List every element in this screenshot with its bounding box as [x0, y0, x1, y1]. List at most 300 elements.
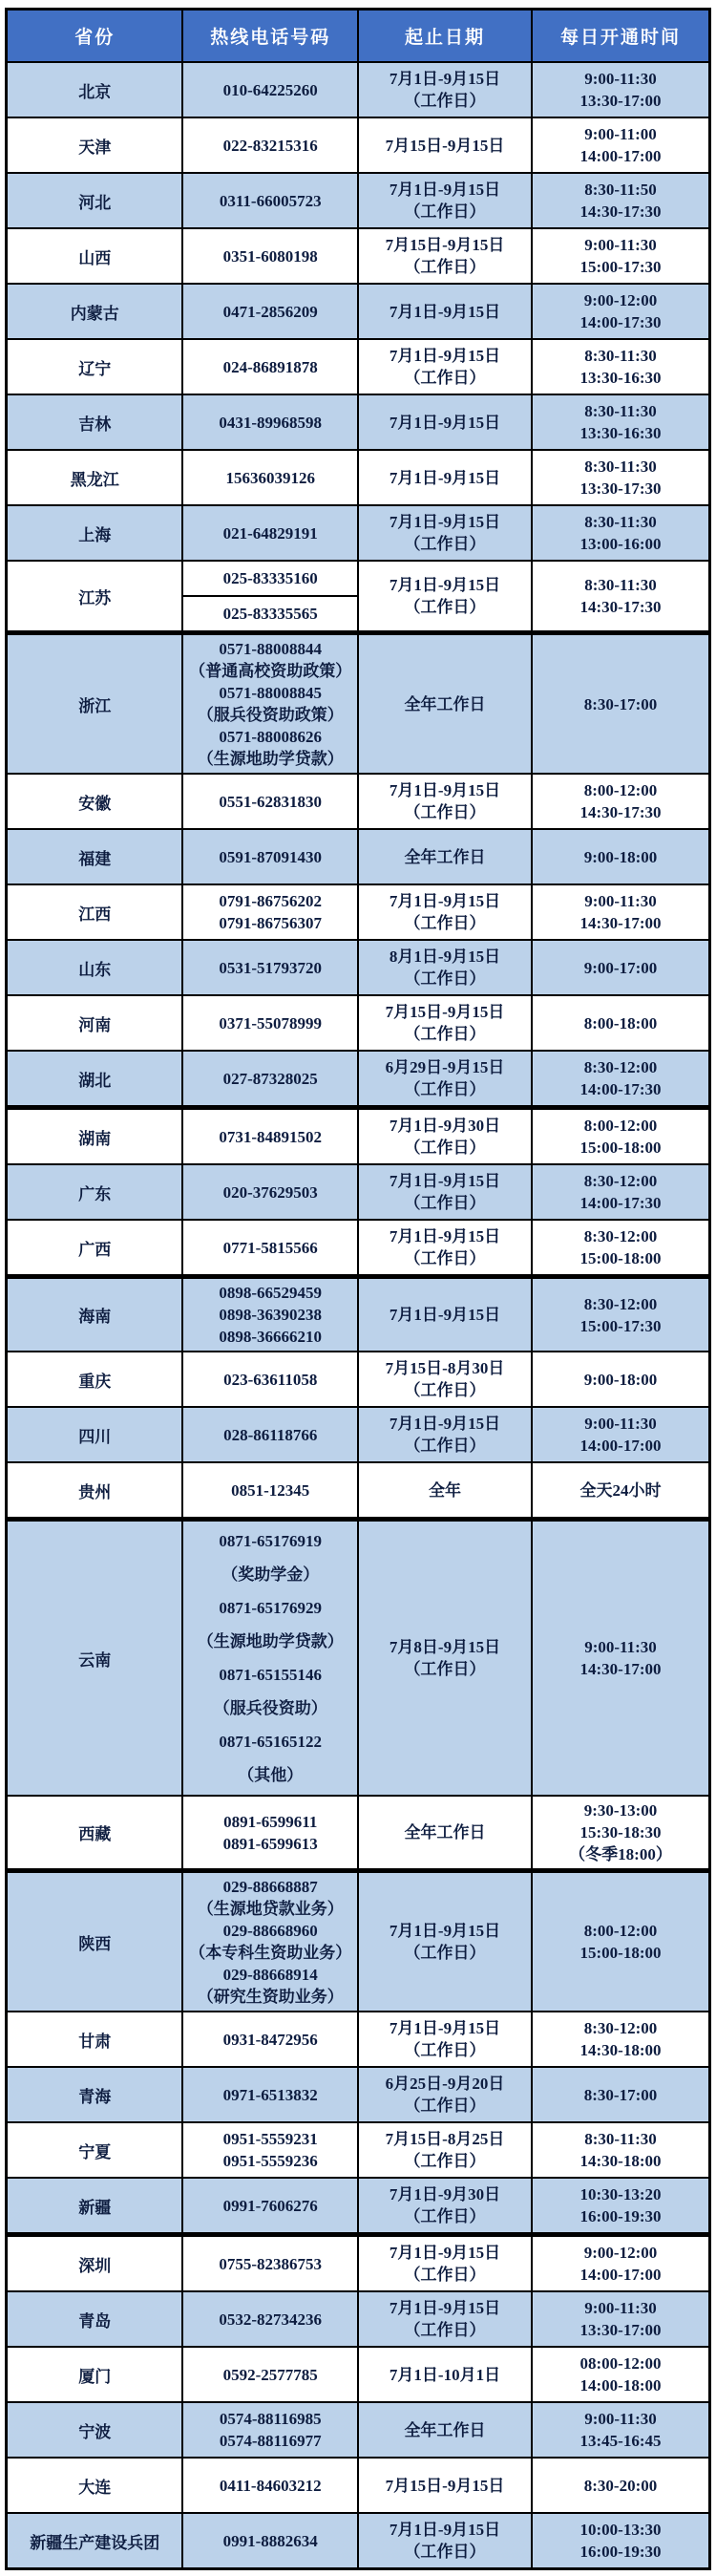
time-line: 14:00-18:00 — [579, 2376, 662, 2395]
table-row — [7, 1871, 710, 2012]
province-cell: 上海 — [7, 505, 183, 561]
time-line: 9:00-11:00 — [584, 125, 657, 143]
time-line: 8:30-12:00 — [583, 1227, 658, 1245]
time-line: 9:00-18:00 — [583, 1370, 658, 1389]
open-time-cell — [532, 450, 709, 505]
table-row — [7, 1352, 710, 1407]
province-cell: 宁夏 — [7, 2122, 183, 2178]
phone-number: 0898-36390238 — [219, 1306, 323, 1324]
province-cell: 广西 — [7, 1220, 183, 1277]
date-range-cell — [358, 884, 532, 940]
date-range-cell — [358, 995, 532, 1051]
date-range-cell — [358, 505, 532, 561]
date-line: 7月1日-9月15日 — [389, 1922, 501, 1940]
time-line: 14:30-18:00 — [579, 2041, 662, 2059]
phone-cell — [182, 940, 358, 995]
date-line: 7月1日-9月15日 — [389, 1306, 501, 1324]
date-line: 7月1日-10月1日 — [389, 2365, 501, 2384]
open-time-cell — [532, 2291, 709, 2347]
province-cell: 河南 — [7, 995, 183, 1051]
phone-cell — [182, 394, 358, 450]
time-line: 8:00-18:00 — [583, 1013, 658, 1033]
phone-cell — [182, 561, 358, 633]
date-line: 6月25日-9月20日 — [385, 2075, 505, 2093]
phone-cell — [182, 228, 358, 284]
phone-note: （研究生资助业务） — [197, 1988, 344, 2006]
phone-number: 028-86118766 — [223, 1425, 318, 1444]
phone-cell — [182, 505, 358, 561]
date-line: 7月15日-9月15日 — [385, 2476, 505, 2495]
table-row — [7, 1462, 710, 1520]
time-line: 15:00-18:00 — [579, 1944, 662, 1962]
date-line: 全年工作日 — [404, 694, 486, 713]
open-time-cell — [532, 2122, 709, 2178]
phone-note: （生源地贷款业务） — [197, 1900, 344, 1918]
open-time-cell — [532, 1352, 709, 1407]
time-line: 8:30-17:00 — [583, 2085, 658, 2104]
date-range-cell — [358, 2178, 532, 2235]
date-range-cell — [358, 62, 532, 117]
time-line: 9:00-12:00 — [583, 291, 658, 309]
date-range-cell — [358, 2012, 532, 2067]
date-line: （工作日） — [404, 2207, 486, 2225]
time-line: 16:00-19:30 — [579, 2207, 662, 2225]
table-row — [7, 884, 710, 940]
date-line: 6月29日-9月15日 — [385, 1058, 505, 1076]
phone-number: 022-83215316 — [222, 136, 318, 155]
phone-number: 0531-51793720 — [219, 958, 323, 977]
date-line: 7月1日-9月15日 — [389, 576, 501, 594]
open-time-cell — [532, 2458, 709, 2513]
date-range-cell — [358, 2122, 532, 2178]
time-line: 8:30-11:30 — [584, 402, 657, 420]
time-line: 9:00-11:30 — [584, 2299, 657, 2317]
date-line: 7月15日-8月30日 — [385, 1359, 505, 1377]
table-row — [7, 995, 710, 1051]
time-line: 14:00-17:00 — [579, 2266, 662, 2284]
hotline-table — [5, 8, 711, 2570]
province-cell: 内蒙古 — [7, 284, 183, 339]
phone-number: 0471-2856209 — [222, 302, 318, 321]
phone-cell — [182, 774, 358, 829]
province-cell: 重庆 — [7, 1352, 183, 1407]
phone-number: 0731-84891502 — [219, 1127, 323, 1146]
phone-note: （本专科生资助业务） — [189, 1944, 352, 1962]
open-time-cell — [532, 829, 709, 884]
table-row — [7, 2012, 710, 2067]
province-cell: 江苏 — [7, 561, 183, 633]
open-time-cell — [532, 1796, 709, 1871]
open-time-cell — [532, 1520, 709, 1797]
date-line: 7月15日-9月15日 — [385, 1003, 505, 1021]
date-range-cell — [358, 2067, 532, 2122]
phone-note: （生源地助学贷款） — [197, 1632, 344, 1650]
open-time-cell — [532, 633, 709, 775]
date-line: 7月15日-8月25日 — [385, 2130, 505, 2148]
phone-number: 0411-84603212 — [219, 2476, 322, 2495]
phone-number: 0532-82734236 — [219, 2310, 323, 2329]
phone-number: 0871-65155146 — [219, 1666, 323, 1684]
date-line: 7月1日-9月15日 — [389, 2299, 501, 2317]
phone-number: 0311-66005723 — [219, 191, 322, 210]
phone-number: 029-88668887 — [222, 1878, 318, 1896]
date-line: （工作日） — [404, 1139, 486, 1157]
open-time-cell — [532, 173, 709, 228]
province-cell: 陕西 — [7, 1871, 183, 2012]
time-line: 14:30-18:00 — [579, 2152, 662, 2170]
date-range-cell — [358, 1220, 532, 1277]
time-line: 9:00-11:30 — [584, 892, 657, 910]
phone-number: 0574-88116977 — [219, 2432, 322, 2450]
province-cell: 江西 — [7, 884, 183, 940]
time-line: 14:30-17:00 — [579, 914, 662, 932]
open-time-cell — [532, 884, 709, 940]
phone-cell — [182, 339, 358, 394]
phone-cell — [182, 1164, 358, 1220]
phone-cell — [182, 450, 358, 505]
date-range-cell — [358, 1352, 532, 1407]
time-line: 全天24小时 — [579, 1480, 662, 1500]
province-cell: 厦门 — [7, 2347, 183, 2402]
date-line: 7月1日-9月15日 — [389, 513, 501, 531]
phone-number: 0551-62831830 — [219, 792, 323, 811]
table-row — [7, 829, 710, 884]
phone-number: 0755-82386753 — [219, 2254, 323, 2273]
phone-note: （服兵役资助政策） — [197, 706, 344, 724]
time-line: 9:00-18:00 — [583, 847, 658, 866]
time-line: 13:45-16:45 — [579, 2432, 662, 2450]
phone-cell — [182, 2513, 358, 2569]
phone-cell — [182, 62, 358, 117]
open-time-cell — [532, 1407, 709, 1462]
phone-number: 15636039126 — [225, 468, 315, 487]
date-line: （工作日） — [404, 914, 486, 932]
province-cell: 安徽 — [7, 774, 183, 829]
phone-number: 0592-2577785 — [222, 2365, 318, 2384]
open-time-cell — [532, 774, 709, 829]
table-row — [7, 2235, 710, 2292]
date-line: 7月1日-9月15日 — [389, 1172, 501, 1190]
table-row — [7, 1051, 710, 1108]
province-cell: 四川 — [7, 1407, 183, 1462]
phone-number: 0771-5815566 — [222, 1238, 318, 1257]
time-line: 8:30-11:30 — [584, 458, 657, 476]
date-line: 7月1日-9月15日 — [389, 2019, 501, 2037]
date-line: （工作日） — [404, 535, 486, 553]
phone-number: 023-63611058 — [223, 1370, 318, 1389]
open-time-cell — [532, 339, 709, 394]
phone-cell — [182, 1352, 358, 1407]
date-range-cell — [358, 2347, 532, 2402]
phone-cell — [182, 1462, 358, 1520]
date-range-cell — [358, 394, 532, 450]
table-row — [7, 1108, 710, 1165]
phone-cell — [182, 2178, 358, 2235]
phone-number: 0951-5559231 — [222, 2130, 318, 2148]
date-line: （工作日） — [404, 1025, 486, 1043]
table-row — [7, 561, 710, 633]
province-cell: 海南 — [7, 1277, 183, 1352]
province-cell: 甘肃 — [7, 2012, 183, 2067]
date-line: （工作日） — [404, 803, 486, 821]
date-line: 7月1日-9月30日 — [389, 1117, 501, 1135]
date-range-cell — [358, 561, 532, 633]
open-time-cell — [532, 62, 709, 117]
time-line: 9:00-17:00 — [583, 958, 658, 977]
time-line: 10:00-13:30 — [579, 2521, 662, 2539]
table-row — [7, 62, 710, 117]
time-line: 9:00-11:30 — [584, 1415, 657, 1433]
date-range-cell — [358, 940, 532, 995]
time-line: 08:00-12:00 — [579, 2354, 662, 2373]
time-line: 14:00-17:30 — [579, 1194, 662, 1212]
date-range-cell — [358, 1277, 532, 1352]
date-range-cell — [358, 284, 532, 339]
province-cell: 河北 — [7, 173, 183, 228]
date-range-cell — [358, 2513, 532, 2569]
table-row — [7, 450, 710, 505]
table-body — [7, 62, 710, 2569]
time-line: 13:30-17:30 — [579, 479, 662, 498]
province-cell: 辽宁 — [7, 339, 183, 394]
date-range-cell — [358, 1051, 532, 1108]
time-line: 8:30-11:30 — [584, 513, 657, 531]
table-row — [7, 173, 710, 228]
phone-number: 024-86891878 — [222, 357, 318, 376]
date-line: （工作日） — [404, 2152, 486, 2170]
phone-number: 029-88668960 — [222, 1922, 318, 1940]
phone-number: 025-83335565 — [222, 605, 318, 623]
province-cell: 宁波 — [7, 2402, 183, 2458]
table-row — [7, 2347, 710, 2402]
phone-number: 0571-88008626 — [219, 728, 323, 746]
date-line: 7月1日-9月15日 — [389, 347, 501, 365]
time-line: （冬季18:00） — [569, 1845, 672, 1863]
phone-number: 0871-65176919 — [219, 1532, 323, 1550]
table-row — [7, 2458, 710, 2513]
time-line: 15:00-18:00 — [579, 1249, 662, 1267]
date-line: 全年 — [429, 1480, 461, 1500]
province-cell: 湖南 — [7, 1108, 183, 1165]
phone-number: 0431-89968598 — [219, 413, 323, 432]
open-time-cell — [532, 1871, 709, 2012]
phone-cell — [182, 2122, 358, 2178]
date-line: 全年工作日 — [404, 1823, 486, 1842]
table-row — [7, 2178, 710, 2235]
date-line: （工作日） — [404, 2097, 486, 2115]
phone-number: 0898-36666210 — [219, 1328, 323, 1346]
date-range-cell — [358, 117, 532, 173]
open-time-cell — [532, 561, 709, 633]
time-line: 16:00-19:30 — [579, 2543, 662, 2561]
date-range-cell — [358, 829, 532, 884]
date-line: 7月1日-9月15日 — [389, 892, 501, 910]
open-time-cell — [532, 394, 709, 450]
date-line: 7月1日-9月30日 — [389, 2185, 501, 2203]
column-header-phone: 热线电话号码 — [182, 10, 358, 63]
phone-number: 0371-55078999 — [219, 1013, 323, 1033]
phone-number: 0571-88008845 — [219, 684, 323, 702]
column-header-times: 每日开通时间 — [532, 10, 709, 63]
province-cell: 山东 — [7, 940, 183, 995]
time-line: 14:00-17:30 — [579, 313, 662, 331]
phone-cell — [182, 829, 358, 884]
province-cell: 吉林 — [7, 394, 183, 450]
date-range-cell — [358, 1796, 532, 1871]
province-cell: 深圳 — [7, 2235, 183, 2292]
phone-number: 0574-88116985 — [219, 2410, 322, 2428]
phone-number: 020-37629503 — [222, 1182, 318, 1202]
phone-cell — [182, 1108, 358, 1165]
phone-number: 0791-86756307 — [219, 914, 323, 932]
time-line: 8:30-11:30 — [584, 347, 657, 365]
date-line: 7月8日-9月15日 — [389, 1638, 501, 1656]
time-line: 8:00-12:00 — [583, 1922, 658, 1940]
date-line: （工作日） — [404, 598, 486, 616]
date-range-cell — [358, 339, 532, 394]
phone-cell — [182, 2067, 358, 2122]
phone-cell — [182, 2347, 358, 2402]
date-line: （工作日） — [404, 1437, 486, 1455]
province-cell: 西藏 — [7, 1796, 183, 1871]
province-cell: 青海 — [7, 2067, 183, 2122]
table-row — [7, 2402, 710, 2458]
date-range-cell — [358, 633, 532, 775]
date-line: 全年工作日 — [404, 2420, 486, 2439]
table-row — [7, 1164, 710, 1220]
time-line: 14:30-17:30 — [579, 803, 662, 821]
date-line: 7月1日-9月15日 — [389, 70, 501, 88]
table-row — [7, 1220, 710, 1277]
date-line: （工作日） — [404, 1944, 486, 1962]
open-time-cell — [532, 228, 709, 284]
date-line: （工作日） — [404, 2266, 486, 2284]
time-line: 8:30-20:00 — [583, 2476, 658, 2495]
phone-number: 029-88668914 — [222, 1966, 318, 1984]
time-line: 8:30-12:00 — [583, 1294, 658, 1313]
phone-cell — [182, 173, 358, 228]
phone-number: 0571-88008844 — [219, 640, 323, 658]
table-row — [7, 228, 710, 284]
phone-note: （服兵役资助） — [213, 1699, 327, 1717]
table-row — [7, 394, 710, 450]
open-time-cell — [532, 1462, 709, 1520]
phone-number: 0931-8472956 — [222, 2030, 318, 2049]
date-line: 7月1日-9月15日 — [389, 1415, 501, 1433]
time-line: 13:00-16:00 — [579, 535, 662, 553]
phone-number: 0871-65165122 — [219, 1733, 323, 1751]
date-line: 7月15日-9月15日 — [385, 236, 505, 254]
table-row — [7, 284, 710, 339]
date-line: 7月1日-9月15日 — [389, 2244, 501, 2262]
province-cell: 广东 — [7, 1164, 183, 1220]
date-line: （工作日） — [404, 258, 486, 276]
phone-note: （生源地助学贷款） — [197, 750, 344, 768]
open-time-cell — [532, 117, 709, 173]
time-line: 10:30-13:20 — [579, 2185, 662, 2203]
table-row — [7, 1277, 710, 1352]
open-time-cell — [532, 2067, 709, 2122]
date-range-cell — [358, 1462, 532, 1520]
phone-cell — [182, 1407, 358, 1462]
phone-note: （普通高校资助政策） — [189, 662, 352, 680]
date-range-cell — [358, 2402, 532, 2458]
phone-number: 0891-6599613 — [222, 1834, 318, 1853]
phone-number: 0891-6599611 — [223, 1812, 318, 1831]
open-time-cell — [532, 2347, 709, 2402]
time-line: 15:00-17:30 — [579, 258, 662, 276]
open-time-cell — [532, 505, 709, 561]
date-line: （工作日） — [404, 1381, 486, 1399]
date-line: 7月15日-9月15日 — [385, 136, 505, 155]
province-cell: 北京 — [7, 62, 183, 117]
date-line: （工作日） — [404, 1194, 486, 1212]
phone-cell — [182, 117, 358, 173]
date-line: 8月1日-9月15日 — [389, 947, 501, 966]
phone-number: 0991-7606276 — [222, 2196, 318, 2215]
time-line: 8:30-17:00 — [583, 694, 658, 713]
province-cell: 浙江 — [7, 633, 183, 775]
province-cell: 贵州 — [7, 1462, 183, 1520]
time-line: 9:00-11:30 — [584, 2410, 657, 2428]
table-row — [7, 2067, 710, 2122]
open-time-cell — [532, 1220, 709, 1277]
date-line: 全年工作日 — [404, 847, 486, 866]
time-line: 8:30-11:30 — [584, 2130, 657, 2148]
phone-number: 025-83335160 — [183, 562, 357, 597]
date-line: 7月1日-9月15日 — [389, 781, 501, 799]
time-line: 14:00-17:00 — [579, 147, 662, 165]
table-row — [7, 117, 710, 173]
phone-cell — [182, 1796, 358, 1871]
date-line: 7月1日-9月15日 — [389, 181, 501, 199]
time-line: 8:30-12:00 — [583, 2019, 658, 2037]
header-row — [7, 10, 710, 63]
date-line: （工作日） — [404, 202, 486, 221]
open-time-cell — [532, 1164, 709, 1220]
table-row — [7, 2122, 710, 2178]
open-time-cell — [532, 2178, 709, 2235]
date-line: （工作日） — [404, 1080, 486, 1098]
time-line: 14:30-17:30 — [579, 202, 662, 221]
table-row — [7, 1407, 710, 1462]
time-line: 13:30-17:00 — [579, 2321, 662, 2339]
date-line: （工作日） — [404, 92, 486, 110]
date-line: 7月1日-9月15日 — [389, 468, 501, 487]
date-range-cell — [358, 228, 532, 284]
date-line: （工作日） — [404, 969, 486, 988]
open-time-cell — [532, 2235, 709, 2292]
phone-number: 0951-5559236 — [222, 2152, 318, 2170]
province-cell: 青岛 — [7, 2291, 183, 2347]
time-line: 9:00-11:30 — [584, 1638, 657, 1656]
time-line: 15:00-18:00 — [579, 1139, 662, 1157]
table-row — [7, 633, 710, 775]
province-cell: 云南 — [7, 1520, 183, 1797]
phone-number: 0851-12345 — [231, 1480, 310, 1500]
time-line: 9:00-12:00 — [583, 2244, 658, 2262]
phone-number: 021-64829191 — [222, 523, 318, 543]
province-cell: 新疆 — [7, 2178, 183, 2235]
phone-cell — [182, 284, 358, 339]
date-range-cell — [358, 1164, 532, 1220]
province-cell: 天津 — [7, 117, 183, 173]
date-range-cell — [358, 173, 532, 228]
date-line: （工作日） — [404, 1660, 486, 1678]
table-row — [7, 1520, 710, 1797]
date-line: （工作日） — [404, 369, 486, 387]
phone-cell — [182, 2402, 358, 2458]
